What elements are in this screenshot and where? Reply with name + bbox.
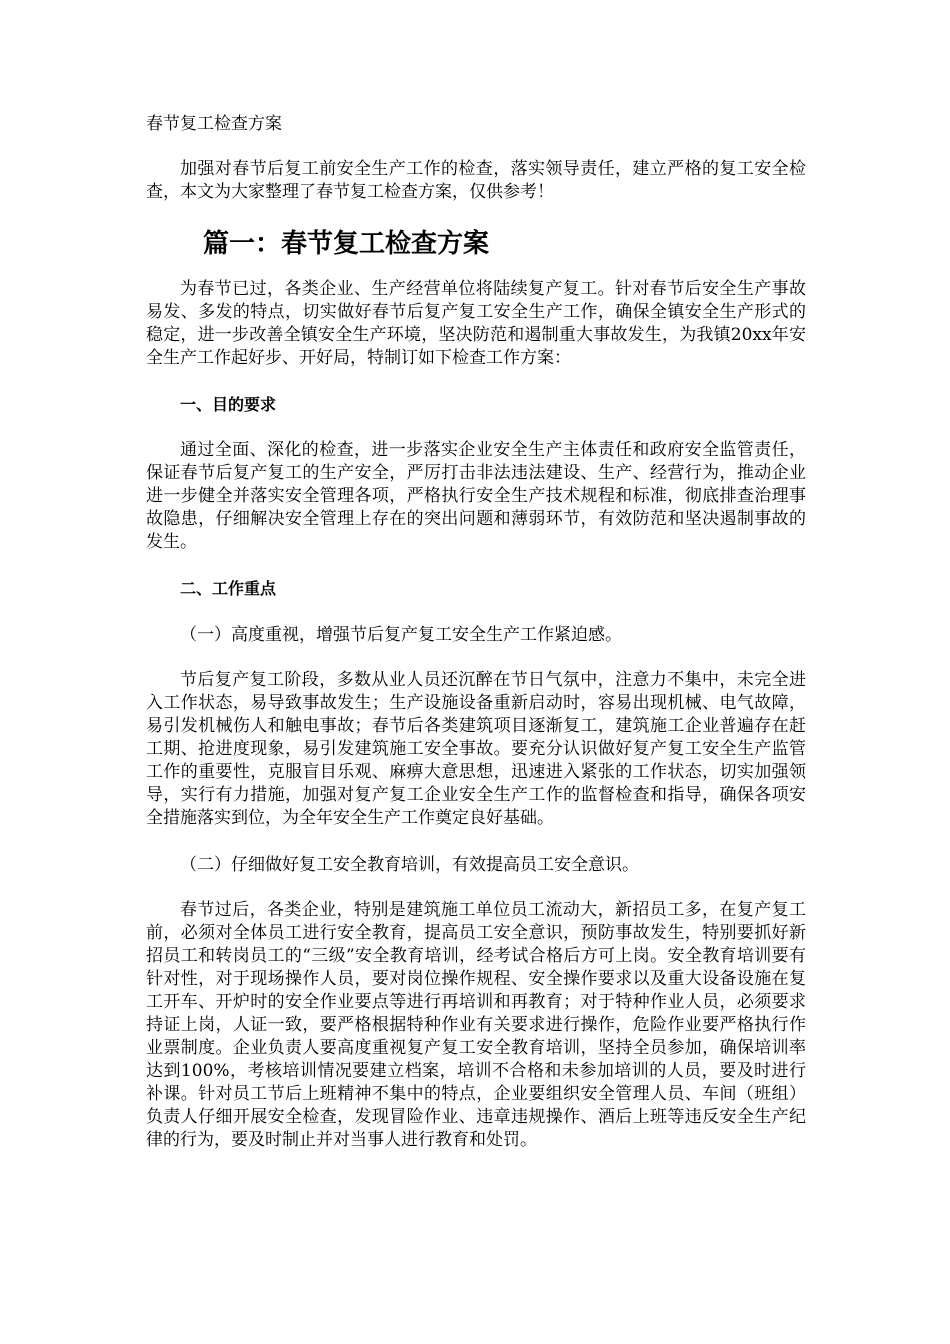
section-heading-focus: 二、工作重点 bbox=[180, 579, 277, 598]
subsection-2-paragraph: 春节过后，各类企业，特别是建筑施工单位员工流动大，新招员工多，在复产复工前，必须对全体员工进行安全教育，提高员工安全意识，预防事故发生，特别要抓好新招员工和转岗员工的“三级”安全教育培训，经考试合格后方可上岗。安全教育培训要有针对性，对于现场操作人员，要对岗位操作规程、安全操作要求以及重大设备设施在复工开车、开炉时的安全作业要点等进行再培训和再教育；对于特种作业人员，必须要求持证上岗，人证一致，要严格根据特种作业有关要求进行操作，危险作业要严格执行作业票制度。企业负责人要高度重视复产复工安全教育培训，坚持全员参加，确保培训率达到100%，考核培训情况要建立档案，培训不合格和未参加培训的人员，要及时进行补课。针对员工节后上班精神不集中的特点，企业要组织安全管理人员、车间（班组）负责人仔细开展安全检查，发现冒险作业、违章违规操作、酒后上班等违反安全生产纪律的行为，要及时制止并对当事人进行教育和处罚。 bbox=[146, 900, 806, 1150]
document-title: 春节复工检查方案 bbox=[146, 114, 282, 134]
chapter-title: 篇一：春节复工检查方案 bbox=[203, 229, 490, 259]
subsection-heading-2: （二）仔细做好复工安全教育培训，有效提高员工安全意识。 bbox=[180, 855, 639, 875]
section-heading-goals: 一、目的要求 bbox=[180, 395, 277, 414]
intro-paragraph: 加强对春节后复工前安全生产工作的检查，落实领导责任，建立严格的复工安全检查，本文为大家整理了春节复工检查方案，仅供参考！ bbox=[146, 159, 806, 202]
subsection-heading-1: （一）高度重视，增强节后复产复工安全生产工作紧迫感。 bbox=[180, 625, 622, 645]
goals-paragraph: 通过全面、深化的检查，进一步落实企业安全生产主体责任和政府安全监管责任，保证春节后复产复工的生产安全，严厉打击非法违法建设、生产、经营行为，推动企业进一步健全并落实安全管理各项，严格执行安全生产技术规程和标准，彻底排查治理事故隐患，仔细解决安全管理上存在的突出问题和薄弱环节，有效防范和坚决遏制事故的发生。 bbox=[146, 440, 806, 552]
document-page bbox=[146, 112, 806, 1152]
opening-paragraph: 为春节已过，各类企业、生产经营单位将陆续复产复工。针对春节后安全生产事故易发、多发的特点，切实做好春节后复产复工安全生产工作，确保全镇安全生产形式的稳定，进一步改善全镇安全生产环境，坚决防范和遏制重大事故发生，为我镇20xx年安全生产工作起好步、开好局，特制订如下检查工作方案： bbox=[146, 279, 806, 368]
subsection-1-paragraph: 节后复产复工阶段，多数从业人员还沉醉在节日气氛中，注意力不集中，未完全进入工作状态，易导致事故发生；生产设施设备重新启动时，容易出现机械、电气故障，易引发机械伤人和触电事故；春节后各类建筑项目逐渐复工，建筑施工企业普遍存在赶工期、抢进度现象，易引发建筑施工安全事故。要充分认识做好复产复工安全生产监管工作的重要性，克服盲目乐观、麻痹大意思想，迅速进入紧张的工作状态，切实加强领导，实行有力措施，加强对复产复工企业安全生产工作的监督检查和指导，确保各项安全措施落实到位，为全年安全生产工作奠定良好基础。 bbox=[146, 670, 806, 828]
